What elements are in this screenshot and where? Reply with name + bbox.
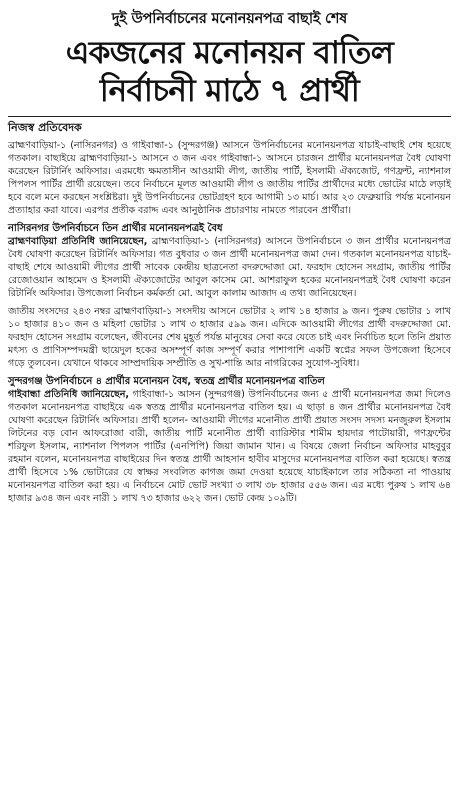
article-kicker: দুই উপনির্বাচনের মনোনয়নপত্র বাছাই শেষ — [111, 11, 348, 27]
headline-line-1: একজনের মনোনয়ন বাতিল — [65, 35, 394, 71]
article-paragraph-intro: ব্রাহ্মণবাড়িয়া-১ (নাসিরনগর) ও গাইবান্ধা-১ (সুন্দরগঞ্জ) আসনে উপনির্বাচনের মনোনয়নপত্র যাচাই-বাছাই শেষ হয়েছে গতকাল। বাছাইয়ে ব্রাহ্মণবাড়িয়া-১ আসনে ৩ জন এবং গাইবান্ধা-১ আসনে চারজন প্রার্থীর মনোনয়নপত্র বৈধ ঘোষণা করেছেন রিটার্নিং অফিসার। এরমধ্যে ক্ষমতাসীন আওয়ামী লীগ, জাতীয় পার্টি, ইসলামী ঐক্যজোট, গণফ্রন্ট, ন্যাশনাল পিপলস পার্টির প্রার্থী রয়েছেন। তবে নির্বাচনে মূলত আওয়ামী লীগ ও জাতীয় পার্টির প্রার্থীদের মধ্যে ভোটের মাঠে লড়াই হবে বলে মনে করছেন সংশ্লিষ্টরা। দুই উপনির্বাচনের ভোটগ্রহণ হবে আগামী ১৩ মার্চ। আর ২৩ ফেব্রুয়ারি পর্যন্ত মনোনয়ন প্রত্যাহার করা যাবে। এরপর প্রতীক বরাদ্দ এবং আনুষ্ঠানিক প্রচারণায় নামতে পারবেন প্রার্থীরা। — [8, 140, 451, 217]
section-subhead-sundarganj: সুন্দরগঞ্জ উপনির্বাচনে ৪ প্রার্থীর মনোনয়ন বৈধ, স্বতন্ত্র প্রার্থীর মনোনয়নপত্র বাতিল — [8, 375, 325, 387]
section-subhead-nasirnagar: নাসিরনগর উপনির্বাচনে তিন প্রার্থীর মনোনয়নপত্রই বৈধ — [8, 223, 223, 235]
paragraph-body: ব্রাহ্মণবাড়িয়া-১ (নাসিরনগর) আসনে উপনির্বাচনে ৩ জন প্রার্থীর মনোনয়নপত্র বৈধ ঘোষণা করেছেন রিটার্নিং অফিসার। গত বুধবার ৩ জন প্রার্থী মনোনয়নপত্র জমা দেন। গতকাল মনোনয়নপত্র যাচাই-বাছাই শেষে আওয়ামী লীগের প্রার্থী সাবেক কেন্দ্রীয় ছাত্রনেতা বদরুদ্দোজা মো. ফরহাদ হোসেন সংগ্রাম, জাতীয় পার্টির রেজোওয়ান আহমেদ ও ইসলামী ঐক্যজোটের আবুল কাসেম মো. আশরাফুল হকের মনোনয়নপত্রই বৈধ ঘোষণা করেন রিটার্নিং অফিসার। উপজেলা নির্বাচন কর্মকর্তা মো. আবুল কালাম আজাদ এ তথ্য জানিয়েছেন। — [8, 236, 451, 300]
article-paragraph-nasirnagar — [8, 235, 451, 300]
correspondent-lead-brahmanbaria: ব্রাহ্মণবাড়িয়া প্রতিনিধি জানিয়েছেন, — [8, 236, 148, 248]
headline-line-2: নির্বাচনী মাঠে ৭ প্রার্থী — [99, 73, 360, 109]
article-paragraph-sundarganj — [8, 388, 451, 505]
article-byline: নিজস্ব প্রতিবেদক — [8, 121, 82, 134]
newspaper-article — [0, 10, 459, 811]
article-paragraph-voters: জাতীয় সংসদের ২৪৩ নম্বর ব্রাহ্মণবাড়িয়া-১ সংসদীয় আসনে ভোটার ২ লাখ ১৪ হাজার ৯ জন। পুরুষ ভোটার ১ লাখ ১০ হাজার ৪১০ জন ও মহিলা ভোটার ১ লাখ ৩ হাজার ৫৯৯ জন। এদিকে আওয়ামী লীগের প্রার্থী বদরুদ্দোজা মো. ফরহাদ হোসেন সংগ্রাম বলেছেন, জীবনের শেষ মুহূর্ত পর্যন্ত মানুষের সেবা করে যেতে চাই এবং নির্বাচিত হলে তিনি প্রয়াত মৎস্য ও প্রাণিসম্পদমন্ত্রী ছায়েদুল হকের অসম্পূর্ণ কাজ সম্পূর্ণ করার পাশাপাশি একটি স্বপ্নের সফল উপজেলা হিসেবে গড়ে তুলবেন। যেখানে থাকবে সাম্প্রদায়িক সম্প্রীতি ও সুখ-শান্তি আর নাগরিকের সুযোগ-সুবিধা। — [8, 305, 451, 369]
article-headline — [8, 34, 451, 110]
correspondent-lead-gaibandha: গাইবান্ধা প্রতিনিধি জানিয়েছেন, — [8, 388, 129, 400]
headline-divider — [8, 116, 451, 117]
paragraph-body: গাইবান্ধা-১ আসন (সুন্দরগঞ্জ) উপনির্বাচনের জন্য ৫ প্রার্থী মনোনয়নপত্র জমা দিলেও গতকাল মনোনয়নপত্র বাছাইয়ে এক স্বতন্ত্র প্রার্থীর মনোনয়নপত্র বাতিল হয়। এ ছাড়া ৪ জন প্রার্থীর মনোনয়নপত্র বৈধ ঘোষণা করেছেন রিটার্নিং অফিসার। প্রার্থী হলেন- আওয়ামী লীগের মনোনীত প্রার্থী প্রয়াত সংসদ সদস্য মনজুরুল ইসলাম লিটনের বড় বোন আফরোজা বারী, জাতীয় পার্টি মনোনীত প্রার্থী ব্যারিস্টার শামীম হায়দার পাটোয়ারী, গণফ্রন্টের শরিফুল ইসলাম, ন্যাশনাল পিপলস পার্টির (এনপিপি) জিয়া জামান খান। এ বিষয়ে জেলা নির্বাচন অফিসার মাহবুবুর রহমান বলেন, মনোনয়নপত্র বাছাইয়ের দিন স্বতন্ত্র প্রার্থী আহসান হাবীব মাসুদের মনোনয়নপত্র বাতিল করা হয়েছে। স্বতন্ত্র প্রার্থী হিসেবে ১% ভোটারের যে স্বাক্ষর সংবলিত কাগজ জমা দেওয়া হয়েছে যাচাইকালে তার সঠিকতা না পাওয়ায় মনোনয়নপত্র বাতিল করা হয়। এ নির্বাচনে মোট ভোট সংখ্যা ৩ লাখ ৩৮ হাজার ৫৫৬ জন। এর মধ্যে পুরুষ ১ লাখ ৬৪ হাজার ৯৩৪ জন এবং নারী ১ লাখ ৭৩ হাজার ৬২২ জন। ভোট কেন্দ্র ১০৯টি। — [8, 388, 451, 505]
